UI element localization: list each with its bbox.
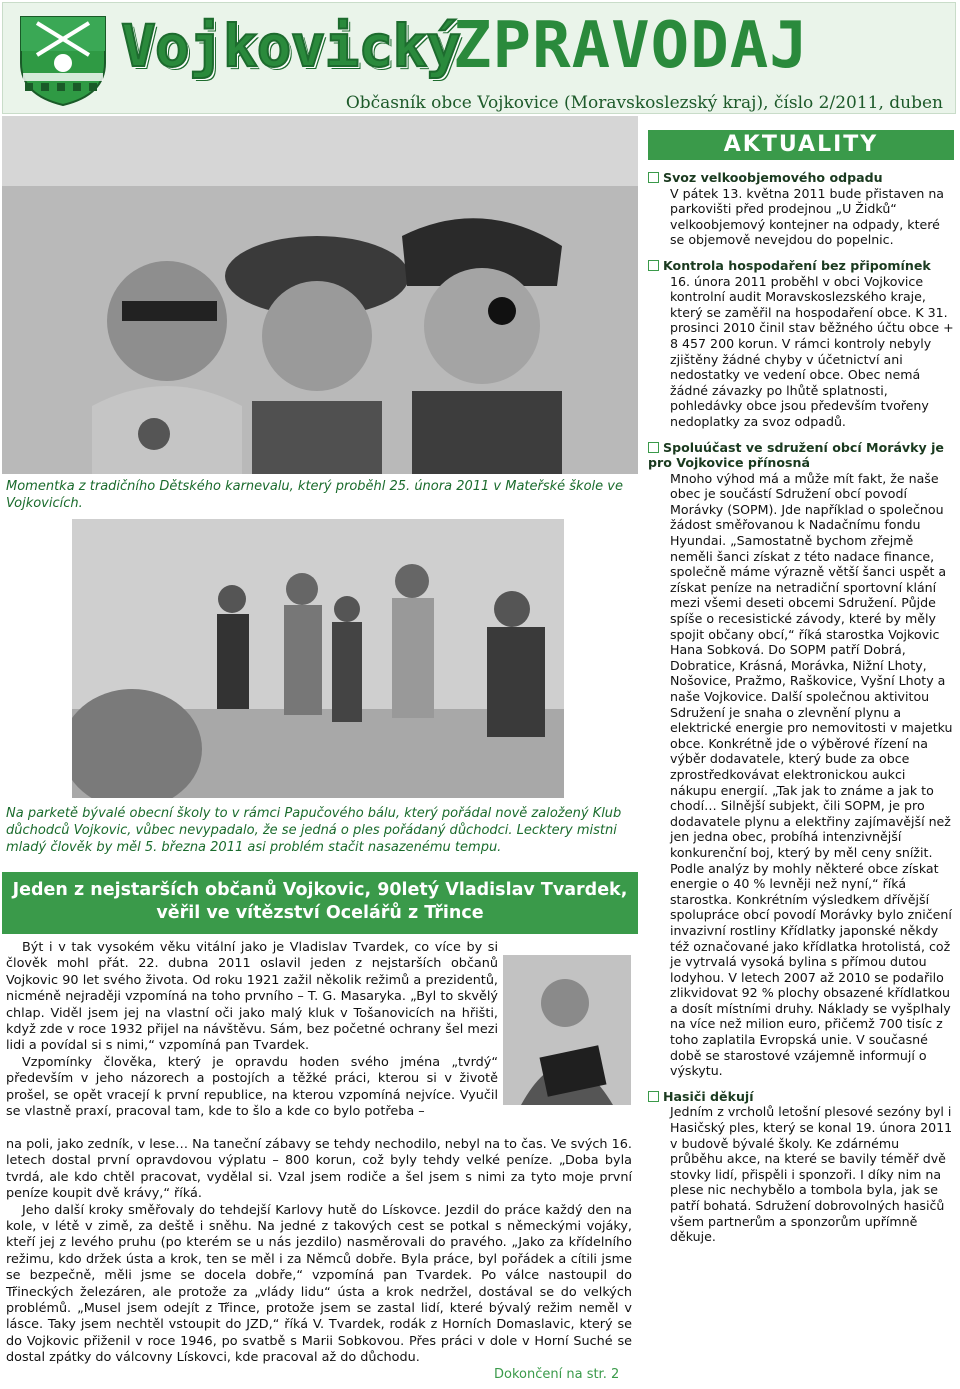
article-body-top — [6, 940, 498, 1120]
article-paragraph: Jeho další kroky směřovaly do tehdejší Karlovy hutě do Lískovce. Jezdil do práce každý den na kole, v létě v zimě, za deště i sněhu. Na jedné z takových cest se potkal s německými vojáky, kteří jej z levého pruhu (po kterém se u nás jezdilo) nasměrovali do pravého. „Jako za křídelního režimu, kdo držek ústa a krok, ten se měl i za Němců dobře. Byla práce, byl pořádek a cítili jsme se bezpečně, měli jsme se docela dobře,“ vzpomíná pan Tvardek. Po válce nastoupil do Třineckých železáren, ale protože za „vlády lidu“ ústa a krok nedržel, dostával se do velkých problémů. „Musel jsem odejít z Třince, protože jsem se zastal lidí, které bývalý režim neměl v lásce. Taky jsem nechtěl vstoupit do JZD,“ říká V. Tvardek, rodák z Horních Domaslavic, který se do Vojkovic přiženil v roce 1946, po svatbě s Marii Sobkovou. Přes práci v dole v Horní Suché se dostal zpátky do válcovny Lískovci, kde pracoval až do důchodu. — [6, 1202, 632, 1366]
carnival-photo — [2, 116, 638, 474]
checkbox-bullet-icon — [648, 172, 659, 183]
news-sidebar — [648, 130, 954, 1245]
masthead-subtitle: Občasník obce Vojkovice (Moravskoslezský kraj), číslo 2/2011, duben — [345, 93, 943, 113]
checkbox-bullet-icon — [648, 442, 659, 453]
article-paragraph: na poli, jako zedník, v lese… Na taneční zábavy se tehdy nechodilo, nebyl na to čas. Ve svých 16. letech dostal první opravdovou výplatu – 800 korun, což byly tehdy velké peníze. „Doba byla tvrdá, ale kdo chtěl pracovat, vydělal si. Vzal jsem rodiče a šel jsem s nimi za tyto moje první peníze koupit dvě krávy,“ říká. — [6, 1137, 632, 1202]
checkbox-bullet-icon — [648, 260, 659, 271]
article-headline-line1: Jeden z nejstarších občanů Vojkovic, 90letý Vladislav Tvardek, — [12, 880, 628, 900]
news-item-text: 16. února 2011 proběhl v obci Vojkovice kontrolní audit Moravskoslezského kraje, který se zaměřil na hospodaření obce. K 31. prosinci 2010 činil stav běžného účtu obce + 8 457 200 korun. V rámci kontroly nebyly zjištěny žádné chyby v účetnictví ani nedostatky ve vedení obce. Obec nemá žádné závazky po lhůtě splatnosti, pohledávky obce jsou především tvořeny nedoplatky za svoz odpadů. — [670, 273, 954, 429]
news-item — [648, 440, 954, 1079]
news-item-text: V pátek 13. května 2011 bude přistaven na parkovišti před prodejnou „U Židků“ velkoobjemový kontejner na odpady, které se objemově nevejdou do popelnic. — [670, 185, 945, 248]
masthead-title-right: ZPRAVODAJ — [453, 9, 809, 83]
elderly-man-photo-image — [503, 955, 631, 1105]
news-item-title: Spoluúčast ve sdružení obcí Morávky je pro Vojkovice přínosná — [648, 439, 944, 471]
coat-of-arms-icon — [13, 11, 113, 107]
article-headline-line2: věřil ve vítězství Ocelářů z Třince — [156, 903, 484, 923]
news-item-title: Hasiči děkují — [663, 1088, 754, 1104]
news-item — [648, 1089, 954, 1245]
dance-photo — [72, 519, 564, 798]
masthead-title-left: Vojkovický — [121, 12, 461, 80]
news-item-title-row — [648, 440, 954, 471]
article-paragraph: Být i v tak vysokém věku vitální jako je Vladislav Tvardek, co více by si člověk mohl přát. 22. dubna 2011 oslavil jeden z nejstarších občanů Vojkovic 90 let svého života. Od roku 1921 zažil několik režimů a prezidentů, nicméně nejraději vzpomíná na toho prvního – T. G. Masaryka. „Byl to skvělý chlap. Viděl jsem jej na vlastní oči jako malý kluk v Tošanovicích na hřišti, když zde v roce 1932 přijel na návštěvu. Sám, bez početné ochrany šel mezi lidi a povídal si s nimi,“ vzpomíná pan Tvardek. — [6, 940, 498, 1054]
sidebar-heading: AKTUALITY — [648, 130, 954, 160]
masthead — [2, 2, 956, 114]
news-item-title: Kontrola hospodaření bez připomínek — [663, 257, 931, 273]
continuation-note: Dokončení na str. 2 — [494, 1367, 620, 1382]
news-item-title-row — [648, 1089, 954, 1105]
news-item — [648, 170, 954, 248]
article-paragraph: Vzpomínky člověka, který je opravdu hoden svého jména „tvrdý“ především v jeho názorech a postojích a těžké práci, kterou si v životě prošel, se opět vracejí k první republice, na kterou vzpomíná nejvíce. Vyučil se vlastně praxí, pracoval tam, kde to šlo a kde co bylo potřeba – — [6, 1054, 498, 1120]
dance-caption: Na parketě bývalé obecní školy to v rámci Papučového bálu, který pořádal nově založený Klub důchodců Vojkovic, vůbec nevypadalo, že se jedná o ples pořádaný důchodci. Lecktery mistni mladý člověk by měl 5. března 2011 asi problém stačit nasazenému tempu. — [6, 806, 622, 855]
article-body-bottom — [6, 1137, 632, 1367]
news-item-title-row — [648, 258, 954, 274]
checkbox-bullet-icon — [648, 1091, 659, 1102]
news-item-title: Svoz velkoobjemového odpadu — [663, 170, 883, 185]
article-headline — [2, 872, 638, 934]
news-item — [648, 258, 954, 430]
news-item-text: Jedním z vrcholů letošní plesové sezóny byl i Hasičský ples, který se konal 19. února 2011 v budově bývalé školy. Ke zdárnému průběhu akce, na které se bavily téměř dvě stovky lidí, přispěli i sponzoři. I díky nim na plese nic nechybělo a tombola byla, jak se patří bohatá. Sdružení dobrovolných hasičů všem partnerům a sponzorům upřímně děkuje. — [670, 1104, 953, 1245]
news-item-text: Mnoho výhod má a může mít fakt, že naše obec je součástí Sdružení obcí povodí Morávky (SOPM). Jde například o společnou žádost směřovanou k Nadačnímu fondu Hyundai. „Samostatně bychom zřejmě neměli šanci získat z této nadace finance, společně máme výrazně větší šanci uspět a získat peníze na netradiční sportovní klání mezi všemi deseti obcemi Sdružení. Půjde spíše o recesistické závody, které by měly spojit občany obcí,“ říká starostka Vojkovic Hana Sobková. Do SOPM patří Dobrá, Dobratice, Krásná, Morávka, Nižní Lhoty, Nošovice, Pražmo, Raškovice, Vyšní Lhoty a naše Vojkovice. Další společnou aktivitou Sdružení je snaha o zlevnění plynu a elektrické energie pro nemovitosti v majetku obce. Konkrétně jde o výběrové řízení na výběr dodavatele, který bude za obce zprostředkovávat elektronickou aukci nákupu energií. „Tak jak to známe a jak to chodí… Silnější subjekt, čili SOPM, je pro dodavatele plynu a elektřiny zajímavější než jen jedna obec, probíhá intenzivnější konkurenční boj, který by měl ceny snížit. Podle analýz by mohly některé obce získat energie o 40 % levněji než nyní,“ říká starostka. Konkrétním výsledkem dřívější spolupráce obcí povodí Morávky bylo zničení invazivní rostliny Křídlatky japonské někdy též označované jako křídlatka hrotolistá, což je vytrvalá vysoká bylina s přímou dutou lodyhou. V letech 2007 až 2010 se podařilo zlikvidovat 92 % plochy obsazené křídlatkou a dosít místními druhy. Náklady se vyšplhaly na více než milion euro, přičemž 700 tisíc z toho zaplatila Evropská unie. V současné době se starostové vzájemně informují o výskytu. — [670, 470, 953, 1079]
news-item-title-row — [648, 170, 954, 186]
elderly-man-photo — [503, 955, 631, 1105]
carnival-caption: Momentka z tradičního Dětského karnevalu, který proběhl 25. února 2011 v Mateřské škole ve Vojkovicích. — [6, 479, 623, 511]
dance-photo-image — [72, 519, 564, 798]
carnival-photo-image — [2, 116, 638, 474]
